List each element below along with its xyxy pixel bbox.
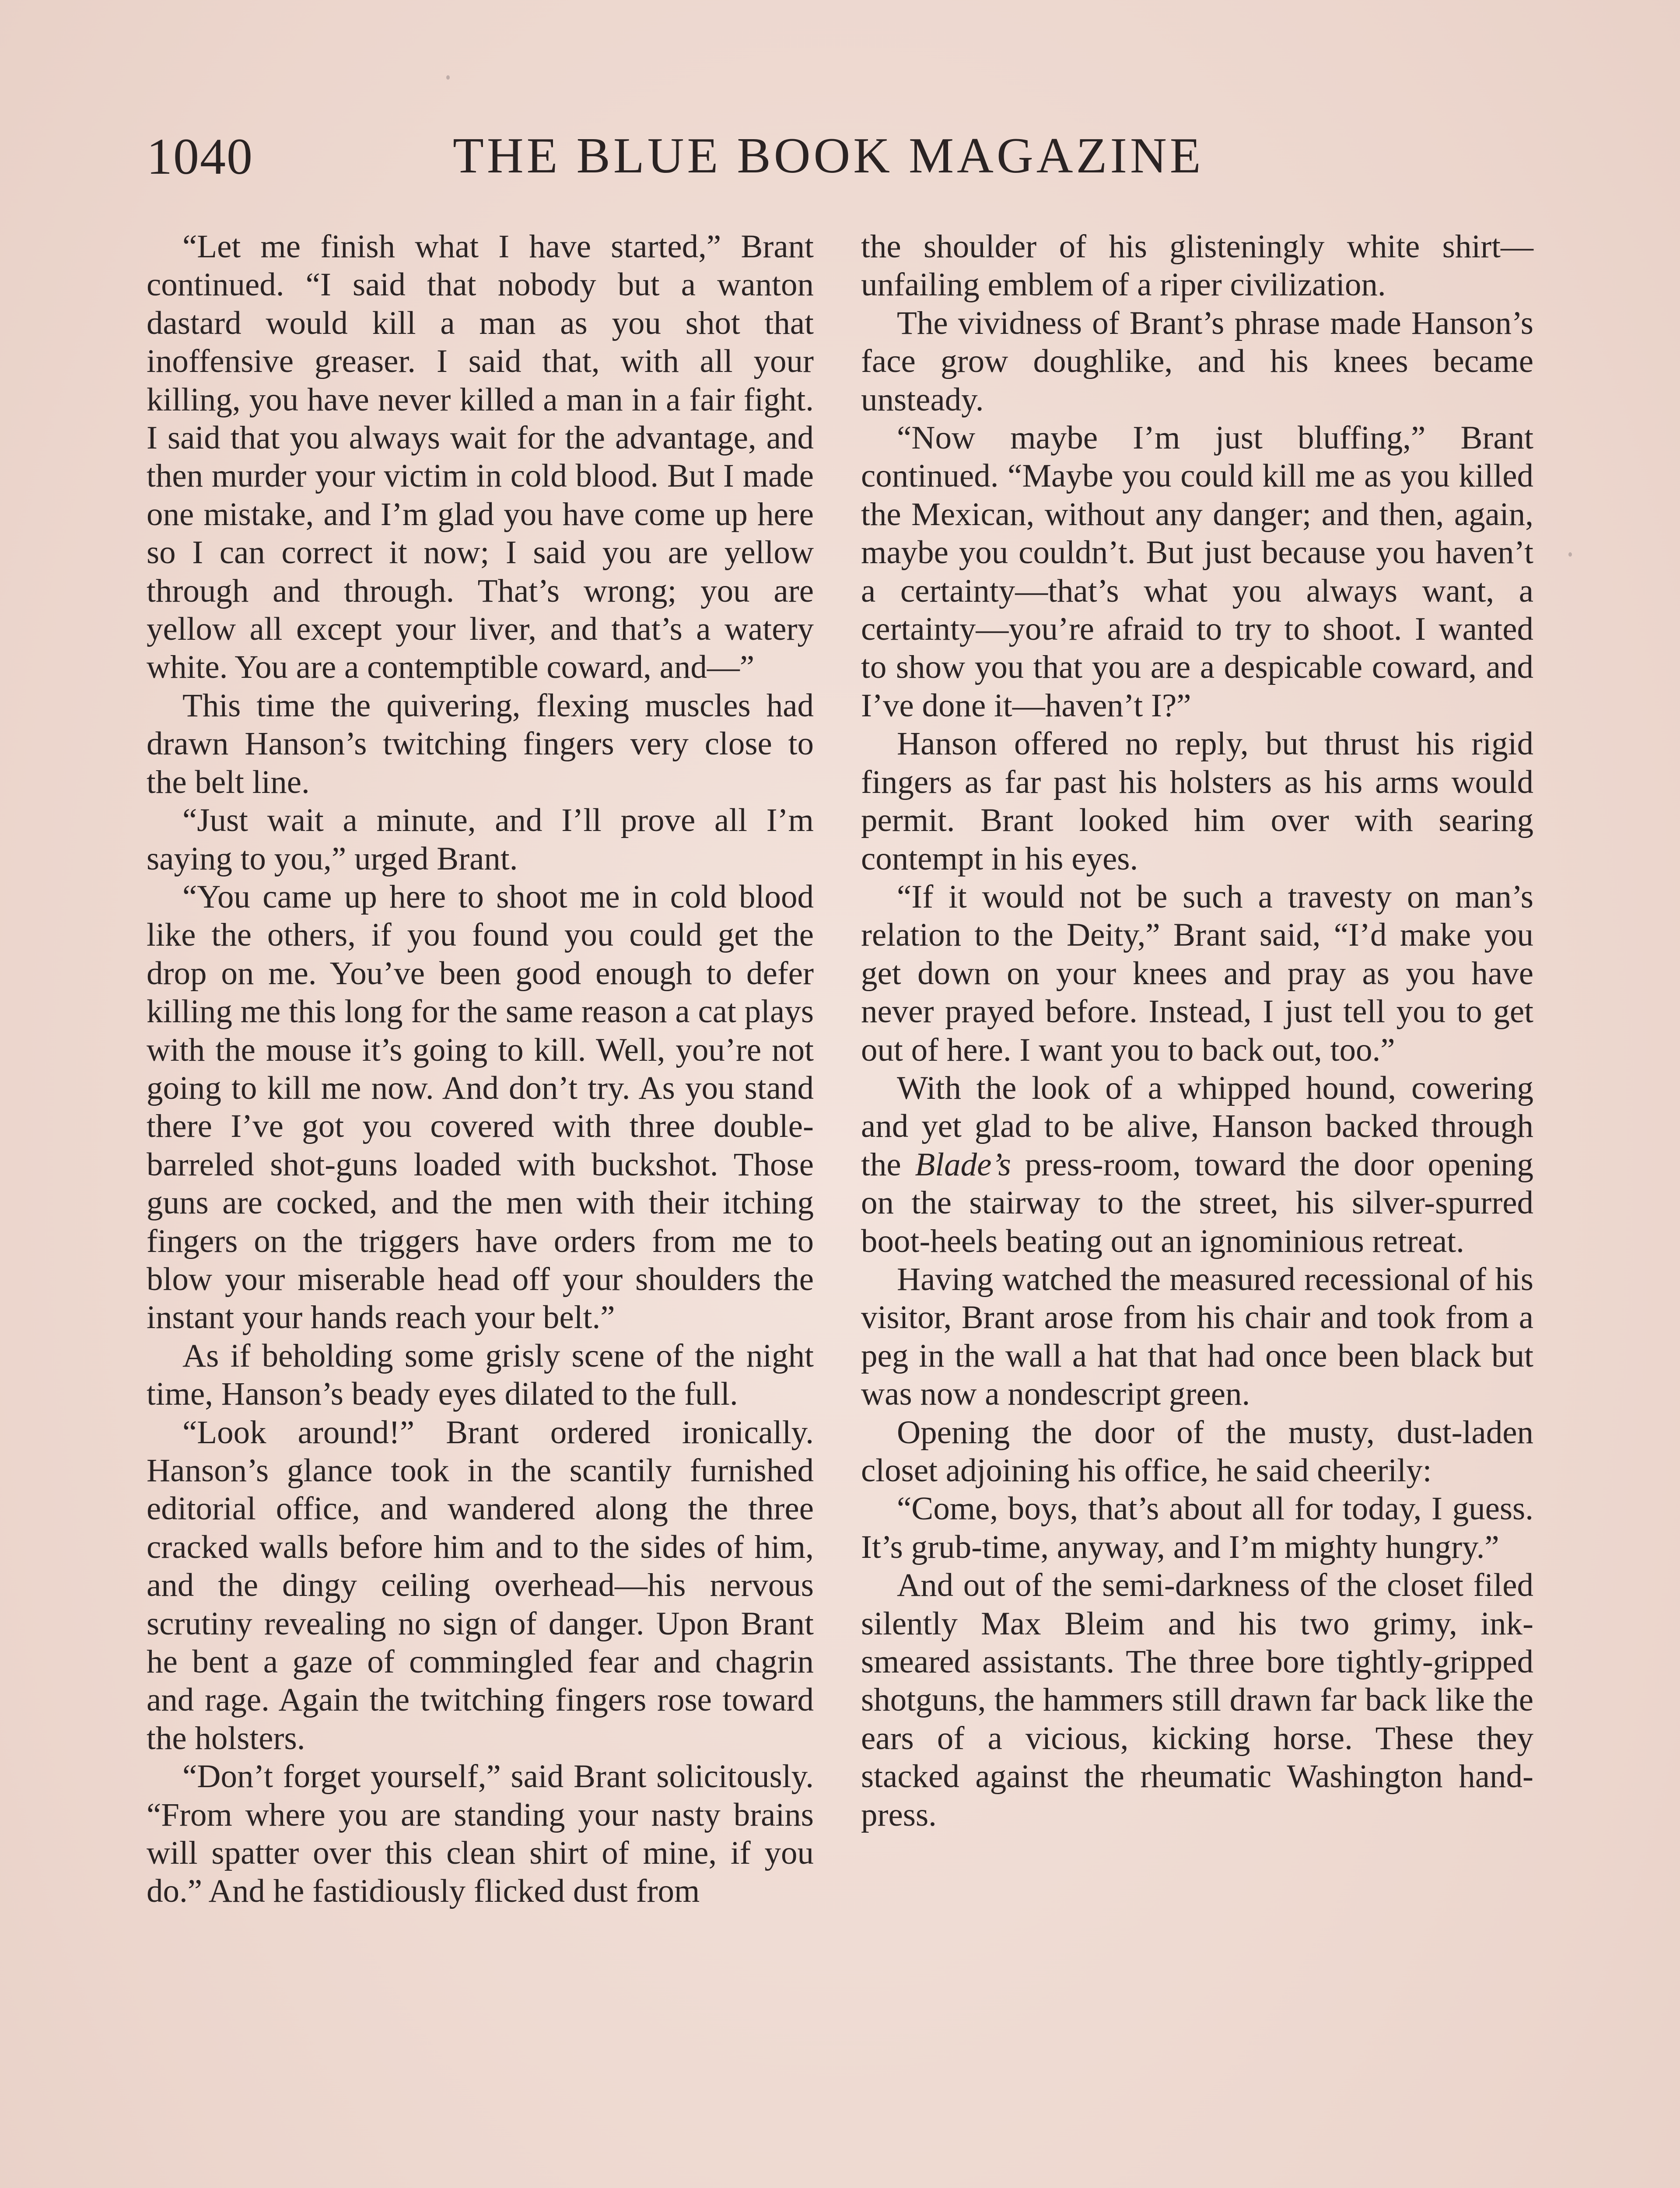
text-run: press-room, toward the door opening on the stairway to the street, his silver-spurred boot-heels beating out an ignominious retreat. — [861, 1146, 1533, 1259]
paragraph: “If it would not be such a travesty on man’s relation to the Deity,” Brant said, “I’d make you get down on your knees and pray as you have never prayed before. Instead, I just tell you to get out of here. I want you to back out, too.” — [861, 878, 1533, 1068]
italic-text: Blade’s — [915, 1146, 1011, 1183]
paragraph: Opening the door of the musty, dust-laden closet adjoining his office, he said cheerily: — [861, 1414, 1533, 1489]
paragraph: “Don’t forget yourself,” said Brant solicitously. “From where you are standing your nasty brains will spatter over this clean shirt of mine, if you do.” And he fastidiously flicked dust from — [147, 1758, 814, 1910]
page-header — [147, 127, 1234, 193]
paragraph: This time the quivering, flexing muscles had drawn Hanson’s twitching fingers very close to the belt line. — [147, 687, 814, 800]
text-run: With the look of a whipped hound, cowering and yet glad to be alive, Hanson backed through the — [861, 1069, 1533, 1183]
paragraph: “Now maybe I’m just bluffing,” Brant continued. “Maybe you could kill me as you killed the Mexican, without any danger; and then, again, maybe you couldn’t. But just because you haven’t a certainty—that’s what you always want, a certainty—you’re afraid to try to shoot. I wanted to show you that you are a despicable coward, and I’ve done it—haven’t I?” — [861, 420, 1533, 724]
paragraph: And out of the semi-darkness of the closet filed silently Max Bleim and his two grimy, ink-smeared assistants. The three bore tightly-gripped shotguns, the hammers still drawn far back like the ears of a vicious, kicking horse. These they stacked against the rheumatic Washington hand-press. — [861, 1567, 1533, 1833]
paragraph — [861, 1069, 1533, 1260]
paragraph-continuation: the shoulder of his glisteningly white shirt—unfailing emblem of a riper civilization. — [861, 228, 1533, 303]
magazine-title: THE BLUE BOOK MAGAZINE — [453, 128, 1204, 184]
paragraph: As if beholding some grisly scene of the night time, Hanson’s beady eyes dilated to the full. — [147, 1337, 814, 1413]
paragraph: “Just wait a minute, and I’ll prove all I’m saying to you,” urged Brant. — [147, 802, 814, 877]
left-column — [147, 228, 814, 1911]
paragraph: “Come, boys, that’s about all for today, I guess. It’s grub-time, anyway, and I’m mighty hungry.” — [861, 1490, 1533, 1565]
paragraph: “You came up here to shoot me in cold blood like the others, if you found you could get the drop on me. You’ve been good enough to defer killing me this long for the same reason a cat plays with the mouse it’s going to kill. Well, you’re not going to kill me now. And don’t try. As you stand there I’ve got you covered with three double-barreled shot-guns loaded with buckshot. Those guns are cocked, and the men with their itching fingers on the triggers have orders from me to blow your miserable head off your shoulders the instant your hands reach your belt.” — [147, 878, 814, 1336]
paragraph: Having watched the measured recessional of his visitor, Brant arose from his chair and took from a peg in the wall a hat that had once been black but was now a nondescript green. — [861, 1261, 1533, 1413]
right-column — [861, 228, 1533, 1834]
paragraph: Hanson offered no reply, but thrust his rigid fingers as far past his holsters as his arms would permit. Brant looked him over with searing contempt in his eyes. — [861, 726, 1533, 877]
paragraph: “Let me finish what I have started,” Brant continued. “I said that nobody but a wanton dastard would kill a man as you shot that inoffensive greaser. I said that, with all your killing, you have never killed a man in a fair fight. I said that you always wait for the advantage, and then murder your victim in cold blood. But I made one mistake, and I’m glad you have come up here so I can correct it now; I said you are yellow through and through. That’s wrong; you are yellow all except your liver, and that’s a watery white. You are a contemptible coward, and—” — [147, 228, 814, 686]
print-speck — [446, 75, 450, 80]
paragraph: The vividness of Brant’s phrase made Hanson’s face grow doughlike, and his knees became unsteady. — [861, 305, 1533, 418]
print-speck — [1568, 552, 1572, 557]
page-number: 1040 — [147, 128, 253, 185]
paragraph: “Look around!” Brant ordered ironically. Hanson’s glance took in the scantily furnished editorial office, and wandered along the three cracked walls before him and to the sides of him, and the dingy ceiling overhead—his nervous scrutiny revealing no sign of danger. Upon Brant he bent a gaze of commingled fear and chagrin and rage. Again the twitching fingers rose toward the holsters. — [147, 1414, 814, 1757]
